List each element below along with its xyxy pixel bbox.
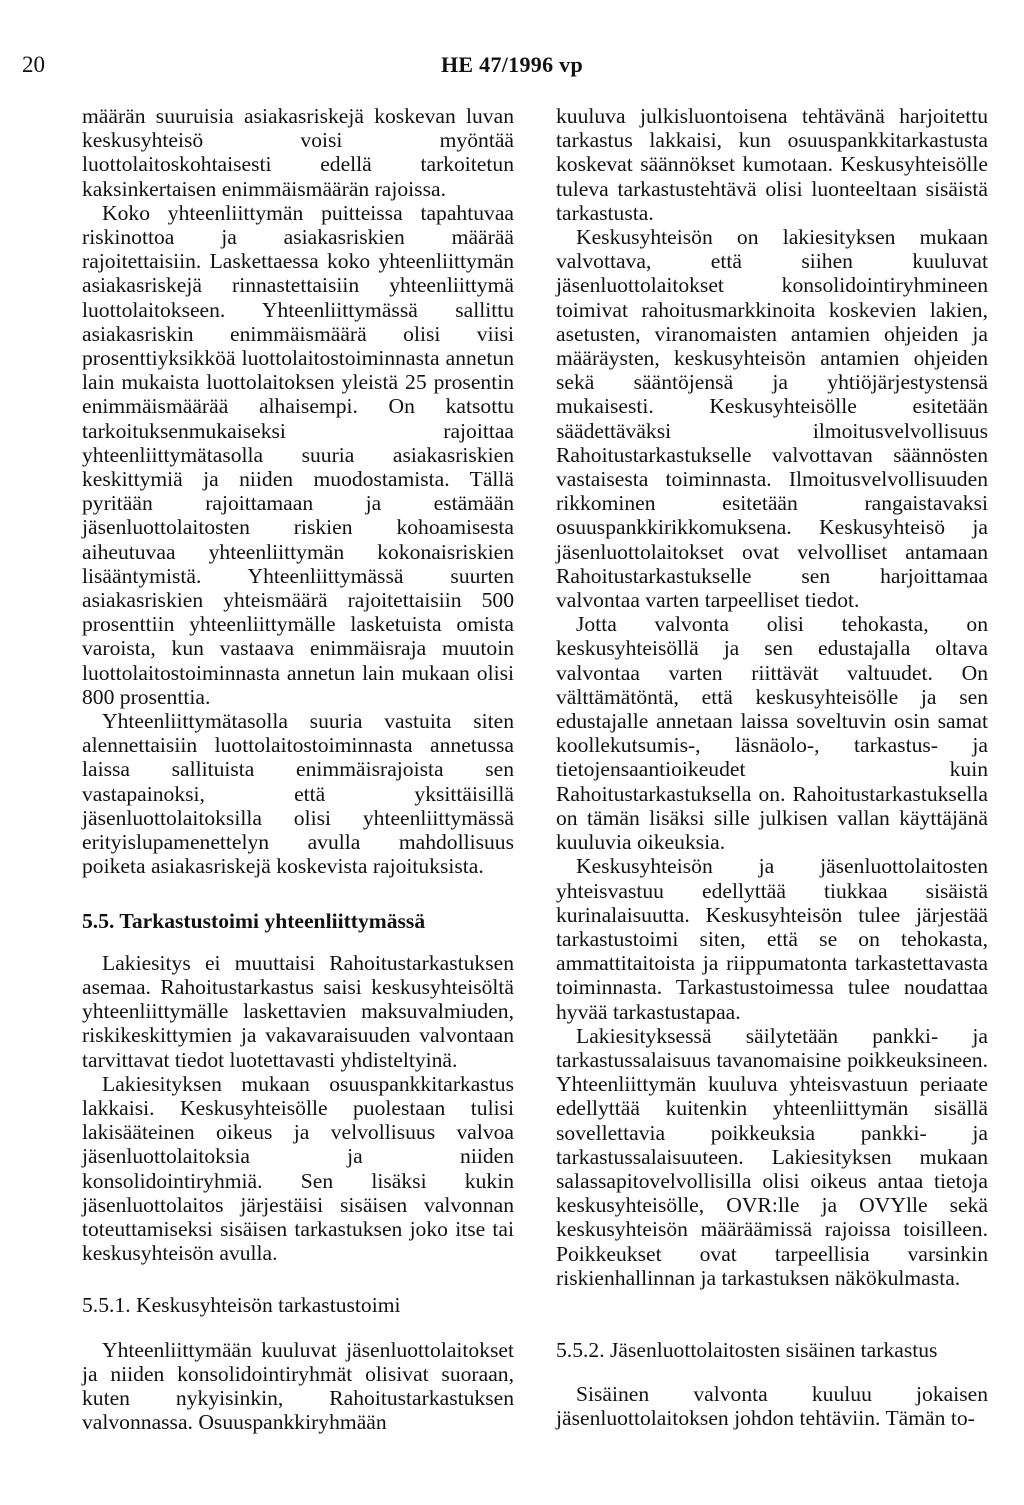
paragraph: Lakiesityksessä säilytetään pankki- ja tarkastussalaisuus tavanomaisine poikkeuksineen. Yhteenliittymän kuuluva yhteisvastuun periaate edellyttää kuitenkin yhteenliittymän sisällä sovellettavia poikkeuksia pankki- ja tarkastussalaisuuteen. Lakiesityksen mukaan salassapitovelvollisilla olisi oikeus antaa tietoja keskusyhteisölle, OVR:lle ja OVYlle sekä keskusyhteisön määräämissä rajoissa toisilleen. Poikkeukset ovat tarpeellisia varsinkin riskienhallinnan ja tarkastuksen näkökulmasta.	[556, 1023, 988, 1290]
paragraph: Yhteenliittymään kuuluvat jäsenluottolaitokset ja niiden konsolidointiryhmät olisivat suoraan, kuten nykyisinkin, Rahoitustarkastuksen valvonnassa. Osuuspankkiryhmään	[82, 1337, 514, 1435]
paragraph: Jotta valvonta olisi tehokasta, on keskusyhteisöllä ja sen edustajalla oltava valvontaa varten riittävät valtuudet. On välttämätöntä, että keskusyhteisölle ja sen edustajalle annetaan laissa soveltuvin osin samat koollekutsumis-, läsnäolo-, tarkastus- ja tietojensaantioikeudet kuin Rahoitustarkastuksella on. Rahoitustarkastuksella on tämän lisäksi sille julkisen vallan käyttäjänä kuuluvia oikeuksia.	[556, 612, 988, 855]
paragraph: Yhteenliittymätasolla suuria vastuita siten alennettaisiin luottolaitostoiminnasta annetussa laissa sallituista enimmäisrajoista sen vastapainoksi, että yksittäisillä jäsenluottolaitoksilla olisi yhteenliittymässä erityislupamenettelyn avulla mahdollisuus poiketa asiakasriskejä koskevista rajoituksista.	[82, 709, 514, 879]
left-column	[82, 104, 514, 1434]
subsection-heading: 5.5.2. Jäsenluottolaitosten sisäinen tarkastus	[556, 1337, 938, 1362]
paragraph: Lakiesitys ei muuttaisi Rahoitustarkastuksen asemaa. Rahoitustarkastus saisi keskusyhteisöltä yhteenliittymälle laskettavien maksuvalmiuden, riskikeskittymien ja vakavaraisuuden valvontaan tarvittavat tiedot luotettavasti yhdisteltyinä.	[82, 950, 514, 1072]
paragraph: määrän suuruisia asiakasriskejä koskevan luvan keskusyhteisö voisi myöntää luottolaitoskohtaisesti edellä tarkoitetun kaksinkertaisen enimmäismäärän rajoissa.	[82, 104, 514, 201]
section-title: Tarkastustoimi yhteenliittymässä	[119, 908, 426, 933]
paragraph: Keskusyhteisön on lakiesityksen mukaan valvottava, että siihen kuuluvat jäsenluottolaitokset konsolidointiryhmineen toimivat rahoitusmarkkinoita koskevien lakien, asetusten, viranomaisten antamien ohjeiden ja määräysten, keskusyhteisön antamien ohjeiden sekä sääntöjensä ja yhtiöjärjestystensä mukaisesti. Keskusyhteisölle esitetään säädettäväksi ilmoitusvelvollisuus Rahoitustarkastukselle valvottavan säännösten vastaisesta toiminnasta. Ilmoitusvelvollisuuden rikkominen esitetään rangaistavaksi osuuspankkirikkomuksena. Keskusyhteisö ja jäsenluottolaitokset ovat velvolliset antamaan Rahoitustarkastukselle sen harjoittamaa valvontaa varten tarpeelliset tiedot.	[556, 225, 988, 613]
paragraph: Lakiesityksen mukaan osuuspankkitarkastus lakkaisi. Keskusyhteisölle puolestaan tulisi lakisääteinen oikeus ja velvollisuus valvoa jäsenluottolaitoksia ja niiden konsolidointiryhmiä. Sen lisäksi kukin jäsenluottolaitos järjestäisi sisäisen valvonnan toteuttamiseksi sisäisen tarkastuksen joko itse tai keskusyhteisön avulla.	[82, 1071, 514, 1266]
paragraph: Keskusyhteisön ja jäsenluottolaitosten yhteisvastuu edellyttää tiukkaa sisäistä kurinalaisuutta. Keskusyhteisön tulee järjestää tarkastustoimi siten, että se on tehokasta, ammattitaitoista ja riippumatonta tarkastettavasta toiminnasta. Tarkastustoimessa tulee noudattaa hyvää tarkastustapaa.	[556, 854, 988, 1024]
page-number: 20	[22, 52, 45, 77]
paragraph: kuuluva julkisluontoisena tehtävänä harjoitettu tarkastus lakkaisi, kun osuuspankkitarkastusta koskevat säännökset kumotaan. Keskusyhteisölle tuleva tarkastustehtävä olisi luonteeltaan sisäistä tarkastusta.	[556, 104, 988, 225]
paragraph: Koko yhteenliittymän puitteissa tapahtuvaa riskinottoa ja asiakasriskien määrää rajoitettaisiin. Laskettaessa koko yhteenliittymän asiakasriskejä rinnastettaisiin yhteenliittymä luottolaitokseen. Yhteenliittymässä sallittu asiakasriskin enimmäismäärä olisi viisi prosenttiyksikköä luottolaitostoiminnasta annetun lain mukaista luottolaitoksen yleistä 25 prosentin enimmäismäärää alhaisempi. On katsottu tarkoituksenmukaiseksi rajoittaa yhteenliittymätasolla suuria asiakasriskien keskittymiä ja niiden muodostamista. Tällä pyritään rajoittamaan ja estämään jäsenluottolaitosten riskien kohoamisesta aiheutuvaa yhteenliittymän kokonaisriskien lisääntymistä. Yhteenliittymässä suurten asiakasriskien yhteismäärä rajoitettaisiin 500 prosenttiin yhteenliittymälle lasketuista omista varoista, kun vastaava enimmäisraja muutoin luottolaitostoiminnasta annetun lain mukaan olisi 800 prosenttia.	[82, 200, 514, 709]
subsection-heading: 5.5.1. Keskusyhteisön tarkastustoimi	[82, 1293, 401, 1318]
section-heading	[82, 909, 514, 933]
section-number: 5.5.	[82, 908, 115, 933]
paragraph: Sisäinen valvonta kuuluu jokaisen jäsenluottolaitoksen johdon tehtäviin. Tämän to-	[556, 1382, 988, 1431]
running-head: HE 47/1996 vp	[440, 52, 584, 77]
right-column	[556, 104, 988, 1431]
